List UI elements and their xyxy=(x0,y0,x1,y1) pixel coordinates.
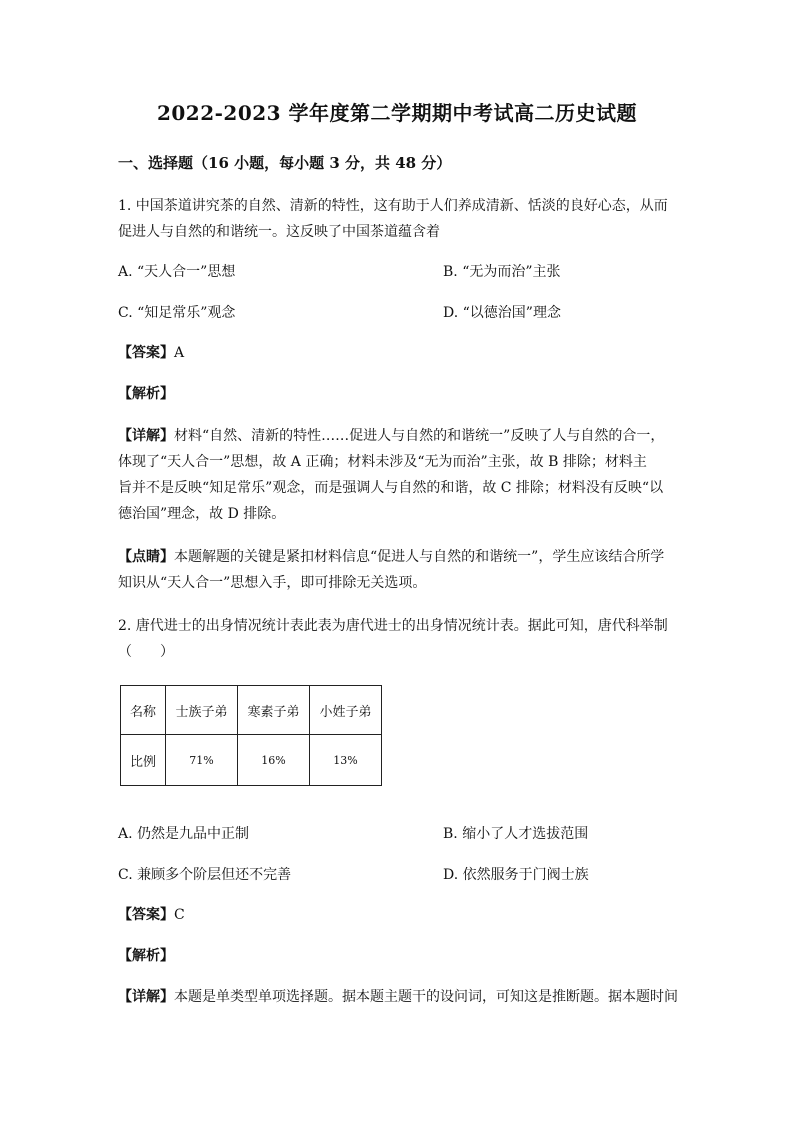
detail-line: 体现了“天人合一”思想，故 A 正确；材料未涉及“无为而治”主张，故 B 排除；材料主 xyxy=(118,454,647,470)
table-cell: 71% xyxy=(166,735,238,786)
table-header-row xyxy=(121,686,382,735)
question-1-option-d: D. “以德治国”理念 xyxy=(443,305,561,321)
question-1-analysis-label xyxy=(118,384,174,404)
question-2-stem xyxy=(118,613,684,665)
answer-label: 【答案】 xyxy=(118,907,174,923)
question-1-comment xyxy=(118,544,684,596)
table-cell: 名称 xyxy=(121,686,166,735)
question-2-option-d: D. 依然服务于门阀士族 xyxy=(443,867,589,883)
detail-text: 本题是单类型单项选择题。据本题主题干的设问词，可知这是推断题。据本题时间 xyxy=(174,989,678,1005)
comment-label: 【点睛】 xyxy=(118,549,174,565)
answer-value: C xyxy=(174,907,185,923)
analysis-label: 【解析】 xyxy=(118,386,174,402)
comment-text: 本题解题的关键是紧扣材料信息“促进人与自然的和谐统一”，学生应该结合所学 xyxy=(174,549,665,565)
question-1-option-c: C. “知足常乐”观念 xyxy=(118,305,236,321)
table-row xyxy=(121,735,382,786)
answer-value: A xyxy=(174,345,185,361)
question-1-answer xyxy=(118,343,184,363)
question-2-option-a: A. 仍然是九品中正制 xyxy=(118,826,250,842)
question-2-answer xyxy=(118,905,185,925)
detail-label: 【详解】 xyxy=(118,989,174,1005)
question-1-option-b: B. “无为而治”主张 xyxy=(443,264,561,280)
table-cell: 16% xyxy=(238,735,310,786)
table-cell: 比例 xyxy=(121,735,166,786)
question-2-detail xyxy=(118,984,684,1010)
detail-line: 德治国”理念，故 D 排除。 xyxy=(118,506,286,522)
question-1-option-a: A. “天人合一”思想 xyxy=(118,264,236,280)
question-1-stem-line: 1. 中国茶道讲究茶的自然、清新的特性，这有助于人们养成清新、恬淡的良好心态，从而 xyxy=(118,198,668,214)
question-1-detail xyxy=(118,423,684,527)
comment-line: 知识从“天人合一”思想入手，即可排除无关选项。 xyxy=(118,575,427,591)
analysis-label: 【解析】 xyxy=(118,948,174,964)
comment-line xyxy=(118,544,684,570)
question-2-stem-line: 2. 唐代进士的出身情况统计表此表为唐代进士的出身情况统计表。据此可知，唐代科举制 xyxy=(118,618,668,634)
question-2-stem-line: （ ） xyxy=(118,644,174,660)
document-title: 2022-2023 学年度第二学期期中考试高二历史试题 xyxy=(156,101,638,125)
question-2-option-b: B. 缩小了人才选拔范围 xyxy=(443,826,589,842)
table-cell: 小姓子弟 xyxy=(310,686,382,735)
statistics-table xyxy=(120,685,382,786)
table-cell: 士族子弟 xyxy=(166,686,238,735)
detail-line xyxy=(118,423,684,449)
detail-label: 【详解】 xyxy=(118,428,174,444)
question-1-stem xyxy=(118,193,684,245)
detail-line xyxy=(118,984,684,1010)
section-heading: 一、选择题（16 小题，每小题 3 分，共 48 分） xyxy=(118,154,452,172)
question-2-analysis-label xyxy=(118,946,174,966)
table-cell: 13% xyxy=(310,735,382,786)
question-2-option-c: C. 兼顾多个阶层但还不完善 xyxy=(118,867,292,883)
question-1-stem-line: 促进人与自然的和谐统一。这反映了中国茶道蕴含着 xyxy=(118,224,440,240)
detail-line: 旨并不是反映“知足常乐”观念，而是强调人与自然的和谐，故 C 排除；材料没有反映“以 xyxy=(118,480,664,496)
table-cell: 寒素子弟 xyxy=(238,686,310,735)
answer-label: 【答案】 xyxy=(118,345,174,361)
detail-text: 材料“自然、清新的特性……促进人与自然的和谐统一”反映了人与自然的合一， xyxy=(174,428,665,444)
